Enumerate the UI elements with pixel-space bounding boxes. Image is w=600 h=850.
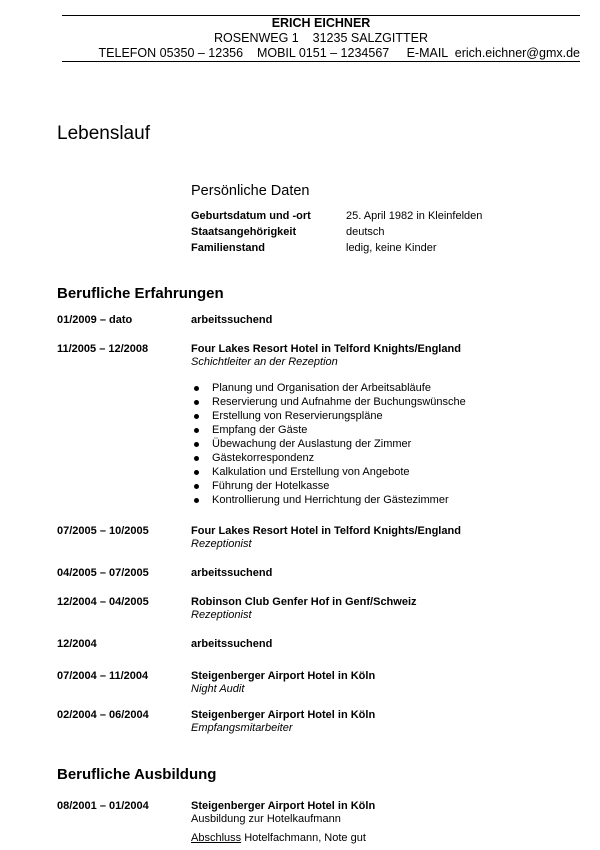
letterhead	[62, 15, 580, 62]
entry-role: Rezeptionist	[191, 538, 252, 550]
education-heading: Berufliche Ausbildung	[57, 766, 217, 783]
personal-value: ledig, keine Kinder	[346, 242, 437, 254]
result-value: Hotelfachmann, Note gut	[244, 832, 366, 844]
entry-organization: Robinson Club Genfer Hof in Genf/Schweiz	[191, 596, 417, 608]
applicant-name: ERICH EICHNER	[271, 16, 371, 30]
bullet-icon	[194, 470, 199, 475]
bullet-icon	[194, 428, 199, 433]
entry-date: 08/2001 – 01/2004	[57, 800, 149, 812]
entry-result	[191, 832, 581, 845]
task-item: Erstellung von Reservierungspläne	[191, 409, 466, 423]
experience-entry	[57, 596, 581, 622]
applicant-contact: TELEFON 05350 – 12356 MOBIL 0151 – 1234567 E-MAIL erich.eichner@gmx.de	[98, 46, 580, 60]
entry-organization: Four Lakes Resort Hotel in Telford Knights/England	[191, 525, 461, 537]
task-item: Kalkulation und Erstellung von Angebote	[191, 465, 466, 479]
personal-data-section	[191, 183, 571, 256]
personal-label: Familienstand	[191, 242, 265, 254]
experience-entry	[57, 314, 581, 327]
entry-role: Schichtleiter an der Rezeption	[191, 356, 338, 368]
bullet-icon	[194, 484, 199, 489]
entry-date: 02/2004 – 06/2004	[57, 709, 149, 721]
entry-date: 04/2005 – 07/2005	[57, 567, 149, 579]
bullet-icon	[194, 414, 199, 419]
bullet-icon	[194, 498, 199, 503]
personal-row	[191, 224, 571, 240]
result-label: Abschluss	[191, 832, 242, 844]
entry-date: 01/2009 – dato	[57, 314, 133, 326]
personal-value: deutsch	[346, 226, 385, 238]
personal-row	[191, 240, 571, 256]
entry-role: Rezeptionist	[191, 609, 252, 621]
personal-row	[191, 208, 571, 224]
task-item: Gästekorrespondenz	[191, 451, 466, 465]
experience-entry	[57, 567, 581, 580]
task-item: Übewachung der Auslastung der Zimmer	[191, 437, 466, 451]
experience-entry	[57, 525, 581, 551]
bullet-icon	[194, 456, 199, 461]
task-item: Empfang der Gäste	[191, 423, 466, 437]
entry-role: Empfangsmitarbeiter	[191, 722, 293, 734]
entry-organization: arbeitssuchend	[191, 567, 273, 579]
entry-organization: Steigenberger Airport Hotel in Köln	[191, 709, 376, 721]
document-title: Lebenslauf	[57, 123, 150, 144]
bullet-icon	[194, 400, 199, 405]
entry-organization: Four Lakes Resort Hotel in Telford Knights/England	[191, 343, 461, 355]
entry-organization: arbeitssuchend	[191, 638, 273, 650]
experience-entry	[57, 638, 581, 651]
experience-entry	[57, 343, 581, 369]
entry-description: Ausbildung zur Hotelkaufmann	[191, 813, 341, 825]
task-item: Kontrollierung und Herrichtung der Gästezimmer	[191, 493, 466, 507]
task-item: Planung und Organisation der Arbeitsabläufe	[191, 381, 466, 395]
entry-date: 12/2004	[57, 638, 97, 650]
education-entry	[57, 800, 581, 845]
personal-label: Geburtsdatum und -ort	[191, 210, 311, 222]
applicant-address: ROSENWEG 1 31235 SALZGITTER	[214, 31, 428, 45]
bullet-icon	[194, 442, 199, 447]
experience-heading: Berufliche Erfahrungen	[57, 285, 224, 302]
entry-organization: Steigenberger Airport Hotel in Köln	[191, 670, 376, 682]
experience-entry	[57, 709, 581, 735]
task-list	[191, 381, 466, 507]
task-item: Reservierung und Aufnahme der Buchungswünsche	[191, 395, 466, 409]
entry-date: 07/2004 – 11/2004	[57, 670, 149, 682]
entry-date: 12/2004 – 04/2005	[57, 596, 149, 608]
entry-organization: arbeitssuchend	[191, 314, 273, 326]
task-item: Führung der Hotelkasse	[191, 479, 466, 493]
personal-label: Staatsangehörigkeit	[191, 226, 297, 238]
personal-value: 25. April 1982 in Kleinfelden	[346, 210, 483, 222]
entry-date: 11/2005 – 12/2008	[57, 343, 149, 355]
personal-data-heading: Persönliche Daten	[191, 183, 310, 199]
entry-date: 07/2005 – 10/2005	[57, 525, 149, 537]
entry-organization: Steigenberger Airport Hotel in Köln	[191, 800, 376, 812]
entry-role: Night Audit	[191, 683, 245, 695]
experience-entry	[57, 670, 581, 696]
bullet-icon	[194, 386, 199, 391]
